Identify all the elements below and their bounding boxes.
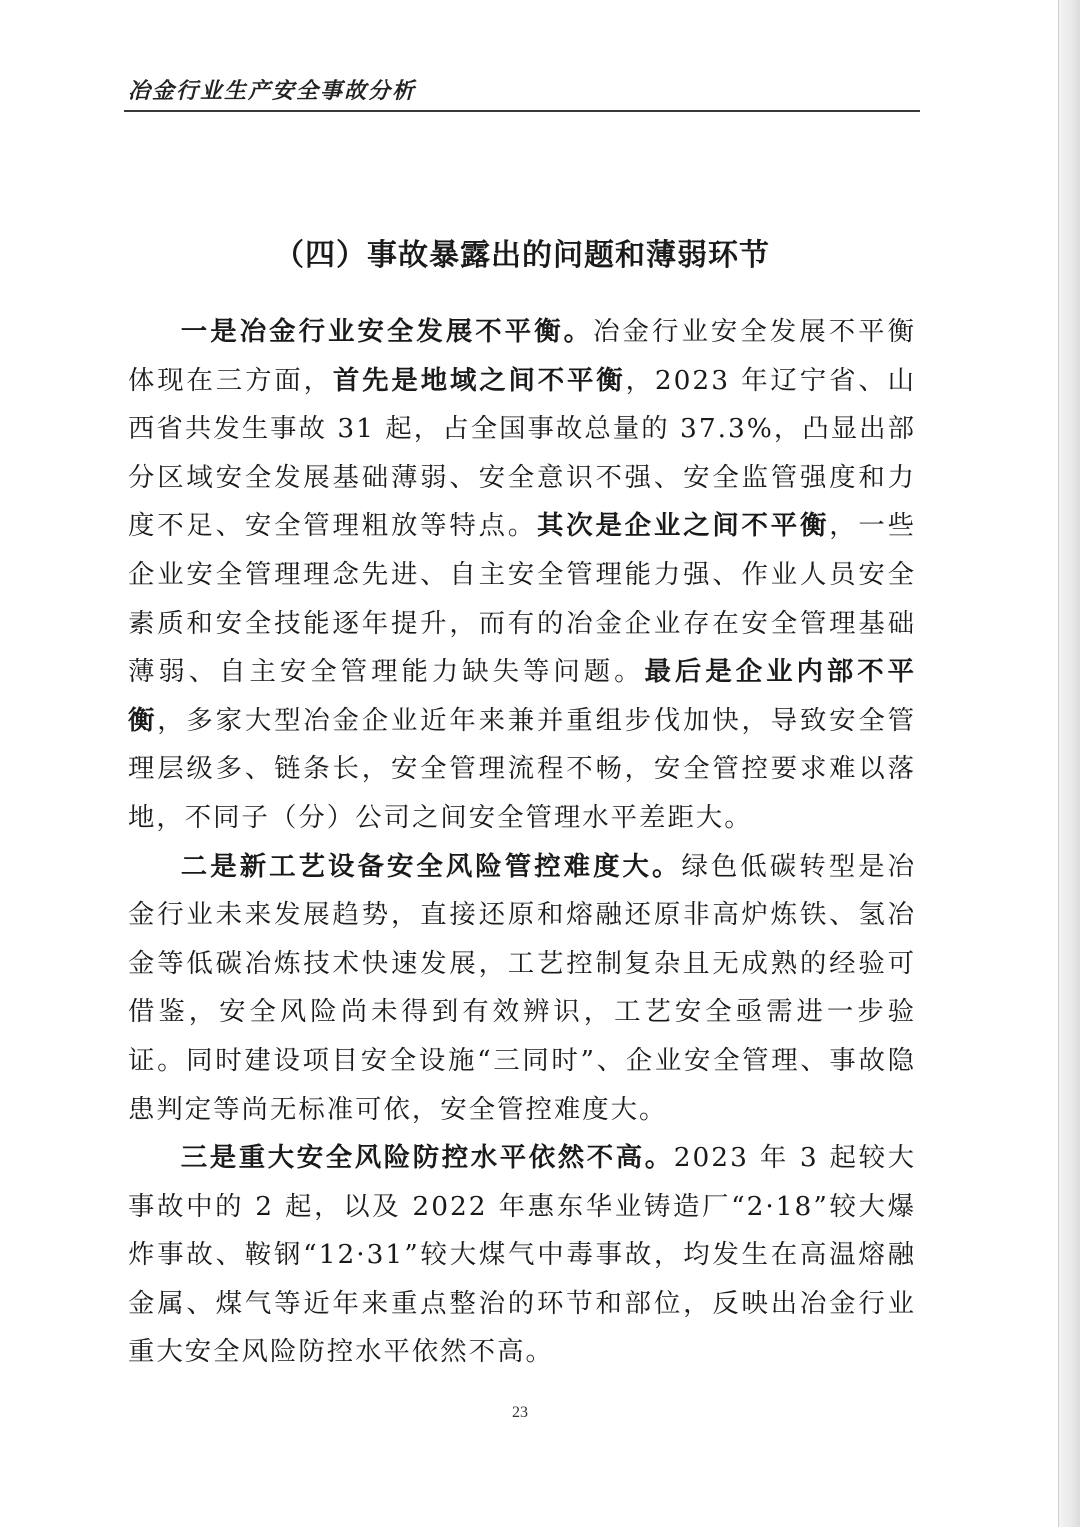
paragraph-new-process-risk (128, 843, 916, 1135)
paragraph-text: ，2023 年辽宁省、山西省共发生事故 31 起，占全国事故总量的 37.3%，凸显出部分区域安全发展基础薄弱、安全意识不强、安全监管强度和力度不足、安全管理粗放等特点。 (128, 364, 917, 542)
page-number: 23 (512, 1404, 528, 1421)
paragraph-lead: 三是重大安全风险防控水平依然不高。 (180, 1142, 674, 1174)
paragraph-lead: 二是新工艺设备安全风险管控难度大。 (180, 850, 682, 882)
paragraph-emphasis: 其次是企业之间不平衡 (537, 510, 830, 542)
paragraph-major-risk-control (128, 1134, 916, 1377)
paragraph-text: 冶金行业安全发展不平衡体现在三方面， (128, 316, 917, 396)
paragraph-text: ，多家大型冶金企业近年来兼并重组步伐加快，导致安全管理层级多、链条长，安全管理流程不畅，安全管控要求难以落地，不同子（分）公司之间安全管理水平差距大。 (128, 704, 917, 833)
body-text (128, 308, 916, 1377)
paragraph-text: 绿色低碳转型是冶金行业未来发展趋势，直接还原和熔融还原非高炉炼铁、氢冶金等低碳冶炼技术快速发展，工艺控制复杂且无成熟的经验可借鉴，安全风险尚未得到有效辨识，工艺安全亟需进一步验证。同时建设项目安全设施“三同时”、企业安全管理、事故隐患判定等尚无标准可依，安全管控难度大。 (128, 850, 917, 1125)
running-header-title: 冶金行业生产安全事故分析 (128, 79, 417, 104)
header-rule (124, 110, 920, 112)
paragraph-text: ，一些企业安全管理理念先进、自主安全管理能力强、作业人员安全素质和安全技能逐年提升，而有的冶金企业存在安全管理基础薄弱、自主安全管理能力缺失等问题。 (128, 510, 917, 688)
paragraph-lead: 一是冶金行业安全发展不平衡。 (180, 316, 594, 347)
scan-page-edge (1058, 0, 1080, 1527)
paragraph-emphasis: 首先是地域之间不平衡 (332, 364, 626, 396)
section-title: （四）事故暴露出的问题和薄弱环节 (274, 237, 770, 273)
paragraph-emphasis: 最后是企业内部不平衡 (128, 656, 917, 736)
paragraph-text: 2023 年 3 起较大事故中的 2 起，以及 2022 年惠东华业铸造厂“2·18”较大爆炸事故、鞍钢“12·31”较大煤气中毒事故，均发生在高温熔融金属、煤气等近年来重点整治的环节和部位，反映出冶金行业重大安全风险防控水平依然不高。 (128, 1142, 917, 1368)
paragraph-imbalance (128, 308, 916, 843)
